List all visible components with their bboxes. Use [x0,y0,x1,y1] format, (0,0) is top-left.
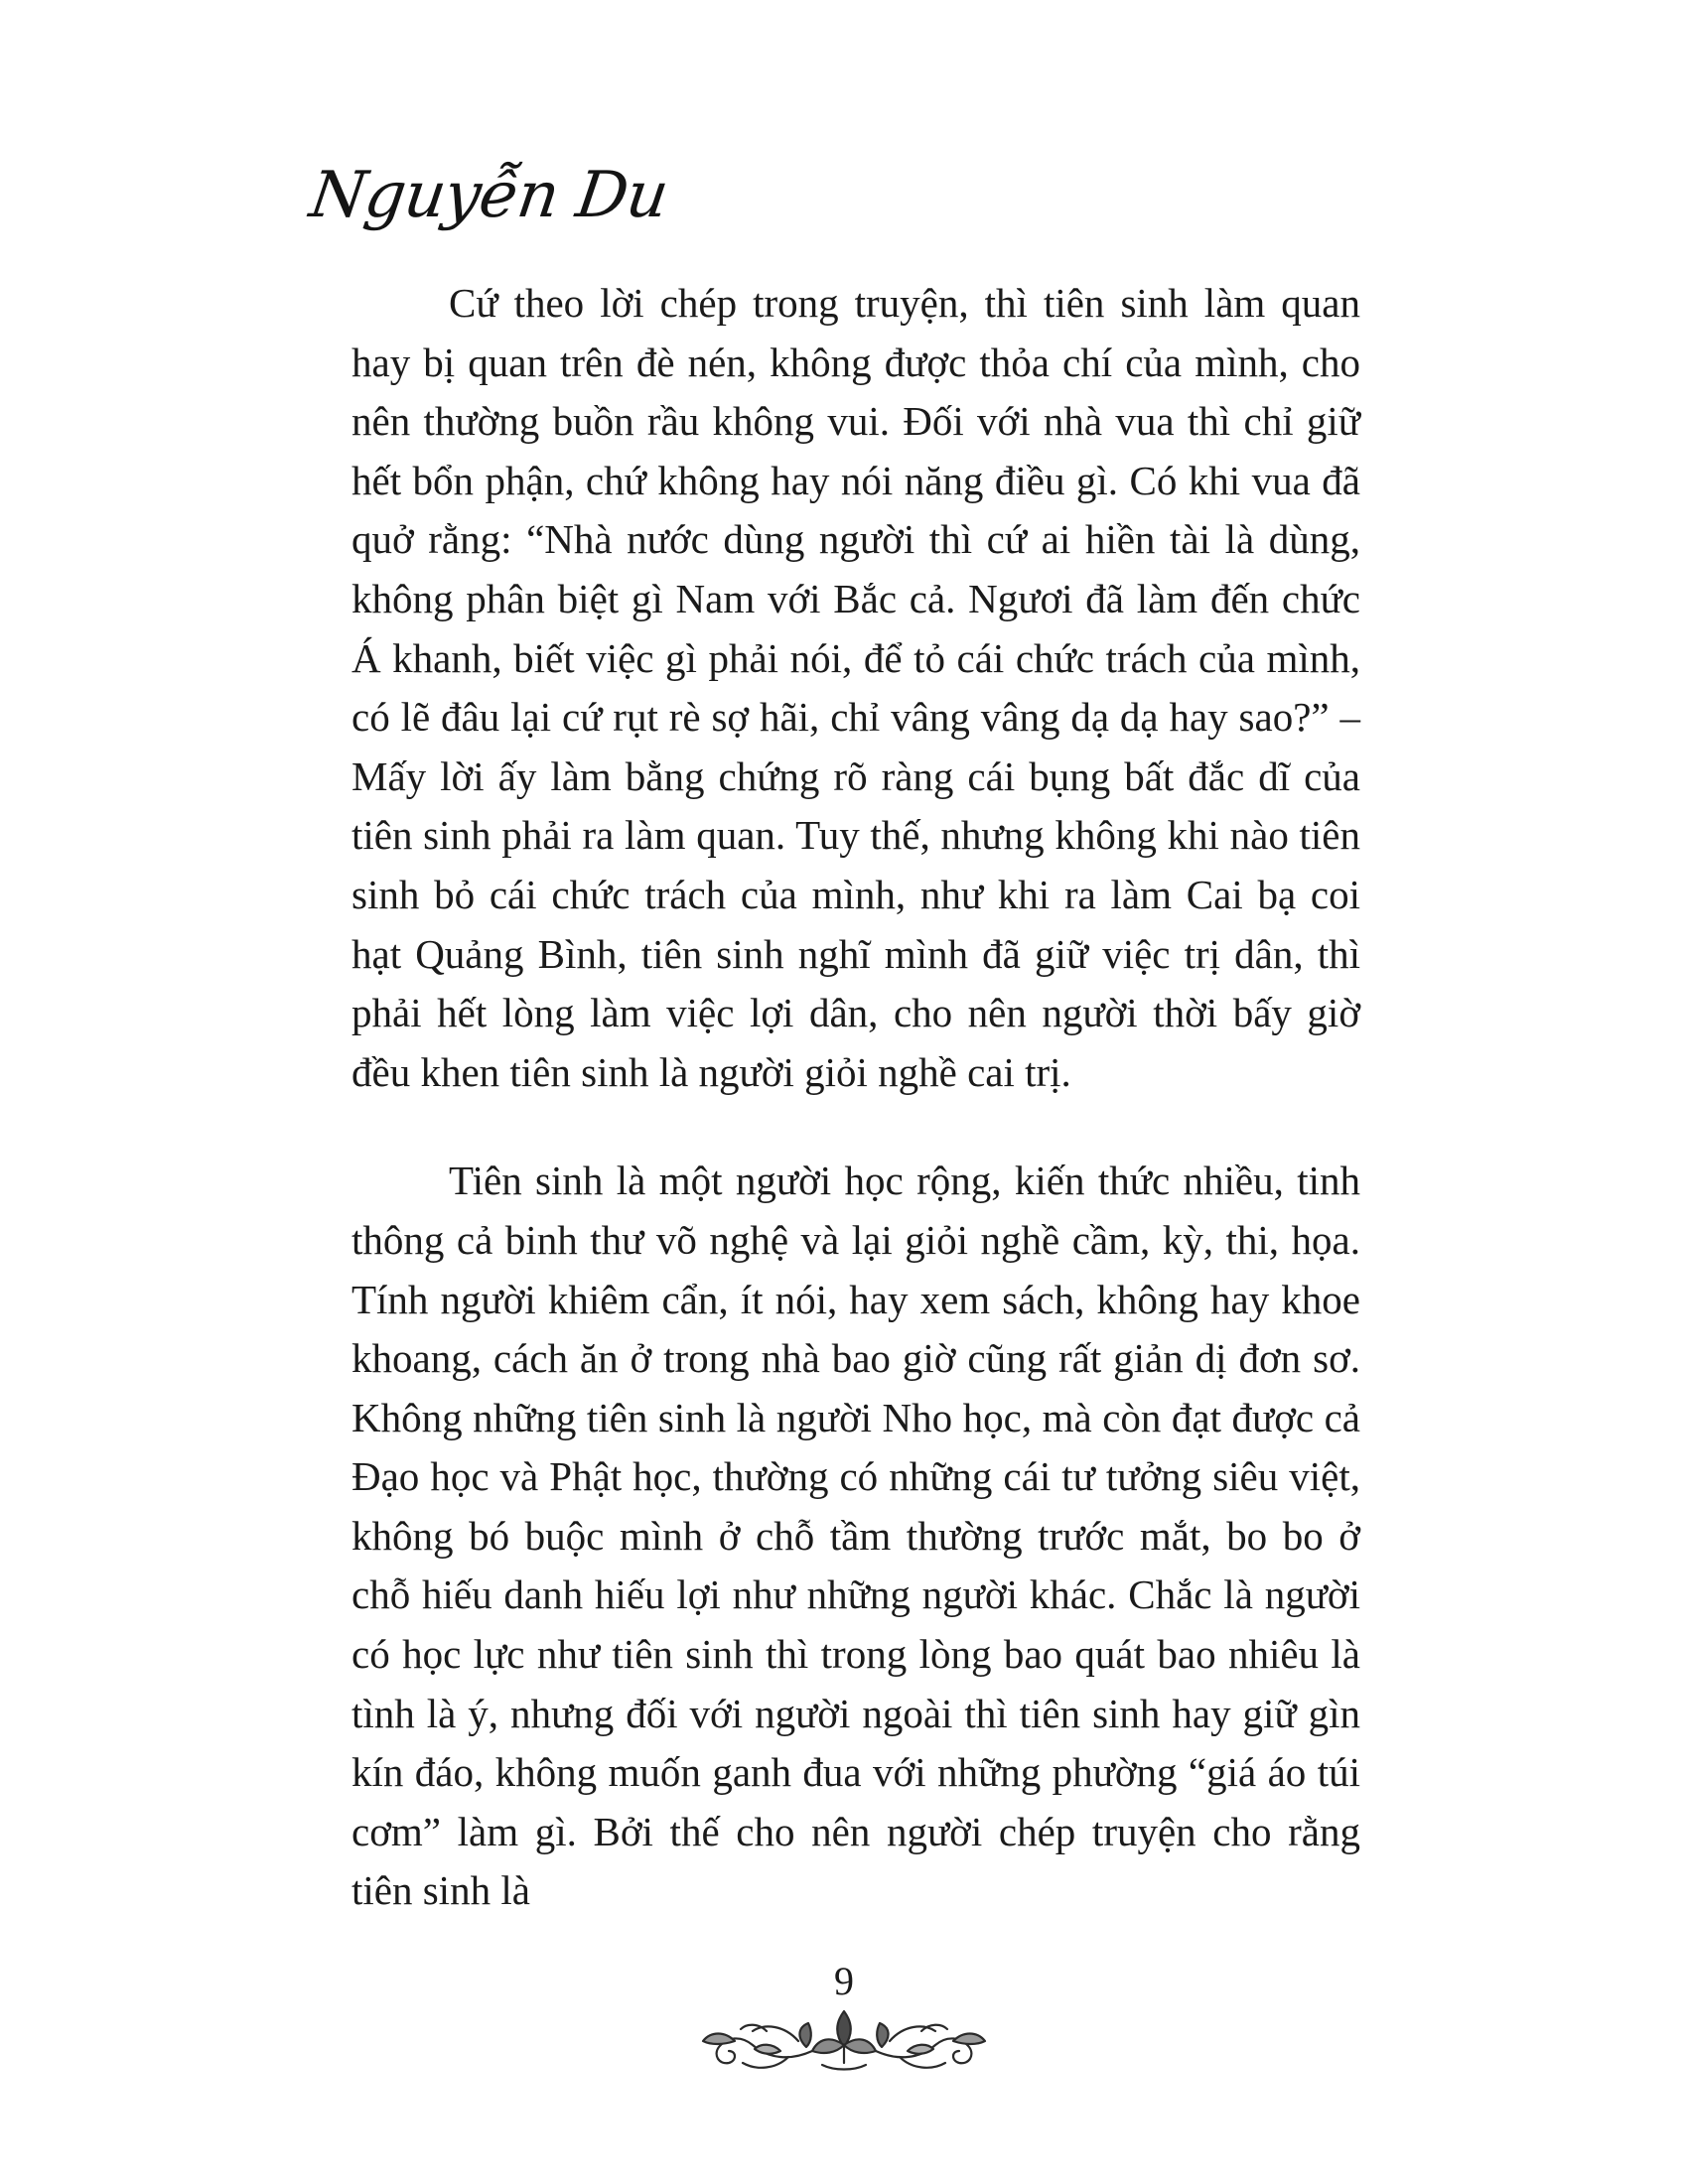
body-text [352,274,1360,1921]
page-number: 9 [834,1959,854,2003]
paragraph-2: Tiên sinh là một người học rộng, kiến thức nhiều, tinh thông cả binh thư võ nghệ và lại giỏi nghề cầm, kỳ, thi, họa. Tính người khiêm cẩn, ít nói, hay xem sách, không hay khoe khoang, cách ăn ở trong nhà bao giờ cũng rất giản dị đơn sơ. Không những tiên sinh là người Nho học, mà còn đạt được cả Đạo học và Phật học, thường có những cái tư tưởng siêu việt, không bó buộc mình ở chỗ tầm thường trước mắt, bo bo ở chỗ hiếu danh hiếu lợi như những người khác. Chắc là người có học lực như tiên sinh thì trong lòng bao quát bao nhiêu là tình là ý, nhưng đối với người ngoài thì tiên sinh hay giữ gìn kín đáo, không muốn ganh đua với những phường “giá áo túi cơm” làm gì. Bởi thế cho nên người chép truyện cho rằng tiên sinh là [352,1158,1360,1914]
floral-scroll-ornament-icon [695,2001,993,2077]
running-header-title: Nguyễn Du [305,159,672,232]
paragraph-1: Cứ theo lời chép trong truyện, thì tiên sinh làm quan hay bị quan trên đè nén, không được thỏa chí của mình, cho nên thường buồn rầu không vui. Đối với nhà vua thì chỉ giữ hết bổn phận, chứ không hay nói năng điều gì. Có khi vua đã quở rằng: “Nhà nước dùng người thì cứ ai hiền tài là dùng, không phân biệt gì Nam với Bắc cả. Ngươi đã làm đến chức Á khanh, biết việc gì phải nói, để tỏ cái chức trách của mình, có lẽ đâu lại cứ rụt rè sợ hãi, chỉ vâng vâng dạ dạ hay sao?” – Mấy lời ấy làm bằng chứng rõ ràng cái bụng bất đắc dĩ của tiên sinh phải ra làm quan. Tuy thế, nhưng không khi nào tiên sinh bỏ cái chức trách của mình, như khi ra làm Cai bạ coi hạt Quảng Bình, tiên sinh nghĩ mình đã giữ việc trị dân, thì phải hết lòng làm việc lợi dân, cho nên người thời bấy giờ đều khen tiên sinh là người giỏi nghề cai trị. [352,280,1360,1095]
